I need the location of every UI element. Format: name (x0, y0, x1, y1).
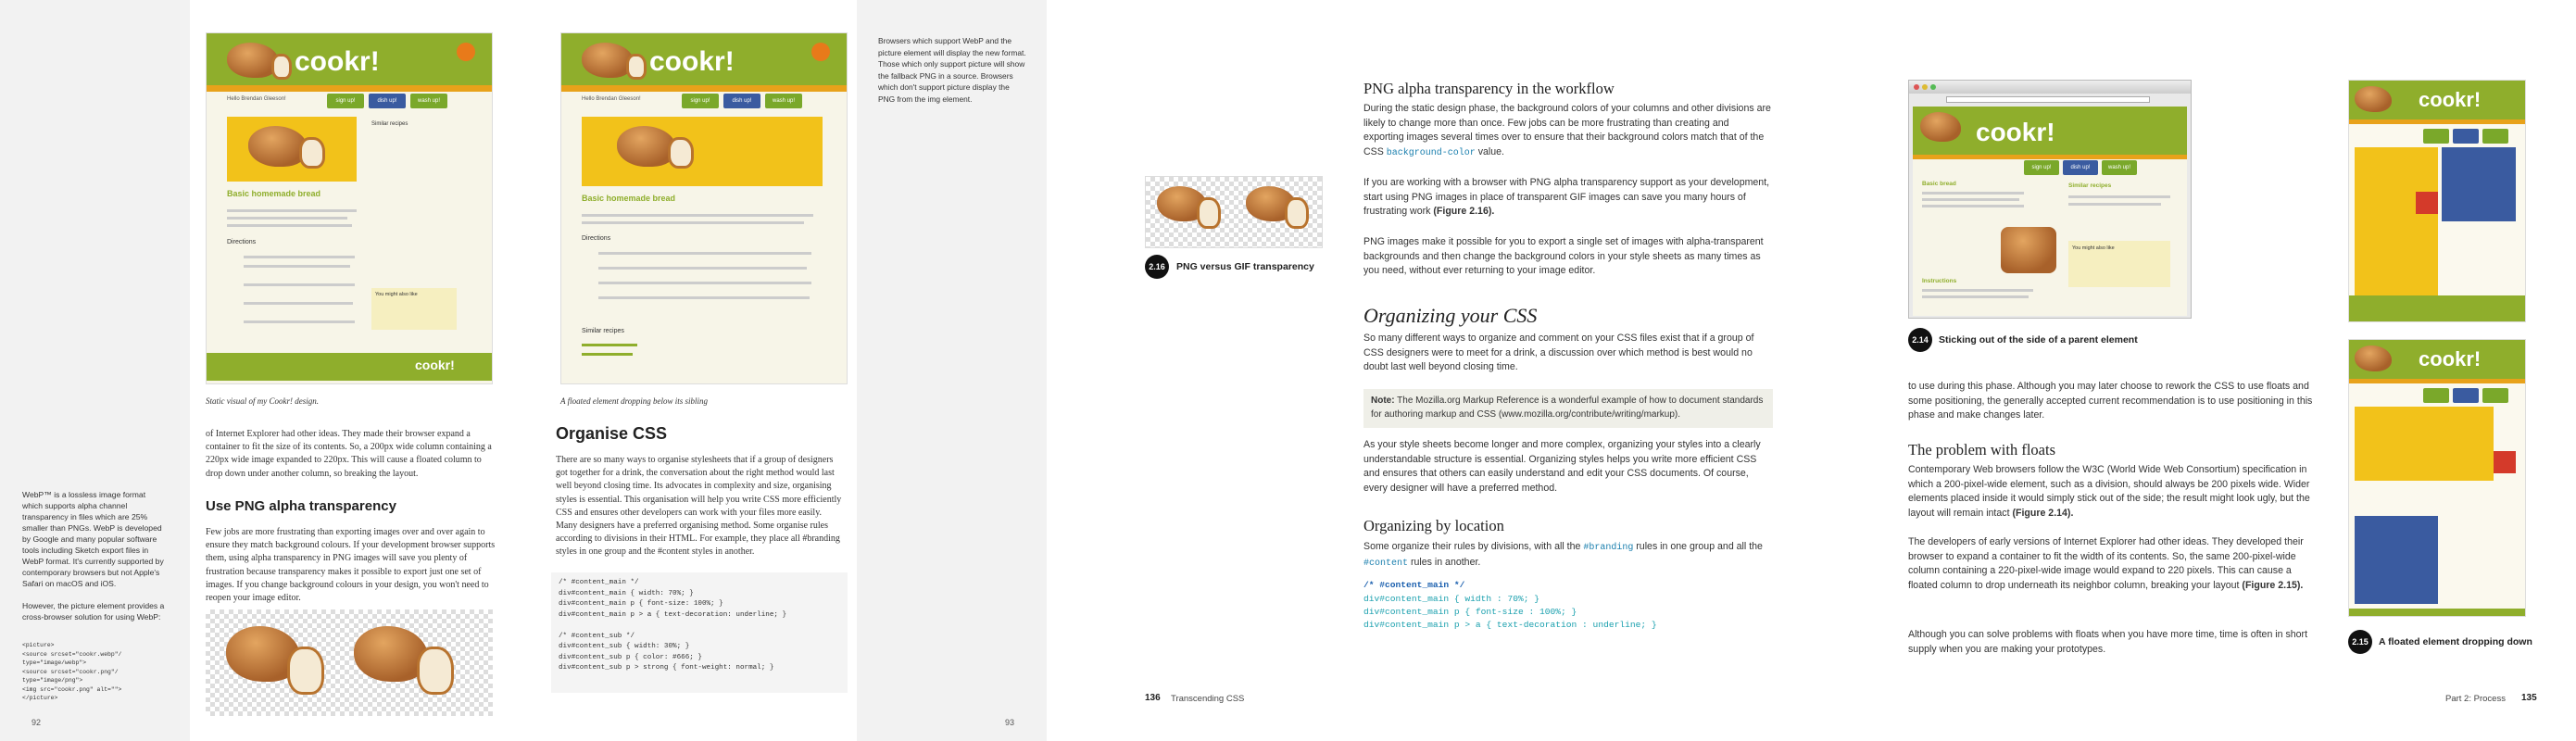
directions-heading: Directions (582, 235, 611, 242)
floats-text: Contemporary Web browsers follow the W3C (World Wide Web Consortium) specification in which a 200-pixel-wide element, such as a division, should always be 200 pixels wide. Wider elements placed inside it would simply stick out of the side; the result might look ugly, but the layout will remain intact (1908, 464, 2310, 519)
blue-sidebar (2442, 147, 2516, 221)
nav-dish-up[interactable]: dish up! (369, 94, 406, 108)
heading-organizing-css: Organizing your CSS (1363, 304, 1538, 327)
heading-png-workflow: PNG alpha transparency in the workflow (1363, 80, 1615, 97)
para-png: Few jobs are more frustrating than exporting images over and over again to ensure they match background colours. If your development browser supports them, using alpha transparency in PNG images will save you plenty of frustration because transparency makes it possible to export just one set of images. If you change background colours in your design, you won't need to reopen your image editor. (206, 527, 496, 604)
heading-use-png: Use PNG alpha transparency (206, 498, 396, 514)
similar-heading: Similar recipes (582, 328, 624, 334)
figure-caption-2-15: A floated element dropping down (2379, 636, 2532, 647)
footer-right-number: 135 (2521, 693, 2537, 703)
browser-window-figure (1908, 80, 2192, 319)
figure-caption-2-14: Sticking out of the side of a parent element (1939, 334, 2138, 345)
code-branding: #branding (1583, 543, 1634, 553)
sidenote-browsers-webp: Browsers which support WebP and the picture element will display the new format. Those which only support picture will show the fallback PNG in a source. Browsers which don't support picture display the PNG from the img element. (878, 36, 1026, 104)
sidenote-webp: WebP™ is a lossless image format which supports alpha channel transparency in files which are 25% smaller than PNGs. WebP is developed by Google and many popular software tools including Sketch export files in WebP format. It's currently supported by contemporary browsers but not Apple's Safari on macOS and iOS. (22, 490, 164, 588)
footer-left-number: 136 (1145, 693, 1161, 703)
caption-static-visual: Static visual of my Cookr! design. (206, 396, 319, 406)
nav-dish-up[interactable]: dish up! (723, 94, 760, 108)
caption-float-drop: A floated element dropping below its sibling (560, 396, 708, 406)
browser-zoom-icon[interactable] (1930, 84, 1936, 90)
similar-heading: Similar recipes (371, 121, 408, 127)
cookr-logo: cookr! (1976, 118, 2055, 146)
code-right: div#content_main { width : 70%; } div#content_main p { font-size : 100%; } div#content_main p > a { text-decoration : underline; } (1363, 594, 1657, 630)
location-c: rules in another. (1410, 556, 1481, 568)
para-workflow-1 (1363, 102, 1771, 160)
directions-heading: Directions (227, 239, 257, 245)
para-style-sheets: As your style sheets become longer and more complex, organizing your styles into a clearly understandable structure is essential. Organizing styles helps you write more efficient CSS and ensures that others can easily understand and edit your CSS documents. Of course, every designer will have a preferred method. (1363, 439, 1761, 494)
sidenote-code: <picture> <source srcset="cookr.webp"/ type="image/webp"> <source srcset="cookr.png"/ type="image/png"> <img src="cookr.png" alt=""> </picture> (22, 642, 122, 701)
cookr-logo: cookr! (2419, 347, 2482, 370)
cookr-logo: cookr! (649, 46, 735, 77)
workflow-1-end: value. (1477, 145, 1504, 157)
para-time: Although you can solve problems with floats when you have more time, time is often in short supply when you are making your prototypes. (1908, 629, 2308, 655)
side-mockup-top (2348, 80, 2526, 322)
page-number-left: 92 (31, 718, 42, 727)
code-content: #content (1363, 558, 1409, 569)
para-workflow-2 (1363, 176, 1771, 220)
greeting: Hello Brendan Gleeson! (582, 96, 641, 102)
cookr-mockup-float (560, 32, 848, 384)
para-workflow-3: PNG images make it possible for you to export a single set of images with alpha-transparent backgrounds and then change the background colors in your style sheets as many times as you need, without ever returning to your image editor. (1363, 236, 1764, 276)
nav-sign-up[interactable]: sign up! (2024, 160, 2059, 175)
note-box (1363, 389, 1773, 428)
developers-text: The developers of early versions of Internet Explorer had other ideas. They developed their browser to expand a container to fit the width of its contents. So, the same 200-pixel-wide column containing a 220-pixel-wide image would expand to 220 pixels. This can cause a floated column to drop underneath its neighbor column, breaking your layout (1908, 536, 2304, 591)
recipe-heading: Basic bread (1922, 181, 1956, 187)
figure-ref-2-15[interactable]: (Figure 2.15). (2242, 579, 2304, 591)
right-spread-margin (857, 0, 1047, 741)
workflow-1-text: During the static design phase, the background colors of your columns and other divisions are likely to change more than once. Few jobs can be more frustrating than creating and exporting images several times over to ensure that their background colors match that of the CSS (1363, 103, 1771, 157)
figure-caption-2-16: PNG versus GIF transparency (1176, 261, 1314, 272)
png-vs-gif-figure (1145, 176, 1323, 248)
location-b: rules in one group and all the (1636, 541, 1763, 552)
floated-red-box (2494, 451, 2516, 473)
might-like-heading: You might also like (2072, 245, 2115, 251)
recipe-title: Basic homemade bread (227, 189, 321, 198)
nav-wash-up[interactable]: wash up! (765, 94, 802, 108)
nav-sign-up[interactable]: sign up! (682, 94, 719, 108)
para-ie: of Internet Explorer had other ideas. They made their browser expand a container to fit the size of its contents. So, a 200px wide column containing a 220px wide image expanded to 220px. This will cause a floated column to drop down under another column, so breaking the layout. (206, 429, 492, 479)
figure-number-2-15: 2.15 (2348, 630, 2372, 654)
browser-close-icon[interactable] (1914, 84, 1919, 90)
cookr-logo: cookr! (295, 46, 380, 77)
recipe-title: Basic homemade bread (582, 194, 676, 203)
para-developers (1908, 535, 2316, 593)
para-phase: to use during this phase. Although you may later choose to rework the CSS to use floats and some positioning, the generally accepted current recommendation is to use positioning in this phase and make changes later. (1908, 381, 2313, 421)
side-mockup-bottom (2348, 339, 2526, 617)
figure-number-2-16: 2.16 (1145, 255, 1169, 279)
blue-sidebar-dropped (2355, 516, 2438, 604)
badge-icon (457, 43, 475, 61)
browser-address-bar[interactable] (1946, 96, 2150, 103)
floated-red-box (2416, 192, 2438, 214)
cookr-mockup-static (206, 32, 493, 384)
note-label: Note: (1371, 396, 1395, 406)
para-location (1363, 540, 1771, 571)
code-right-comment: /* #content_main */ (1363, 580, 1465, 590)
nav-wash-up[interactable]: wash up! (2102, 160, 2137, 175)
nav-sign-up[interactable]: sign up! (327, 94, 364, 108)
nav-dish-up[interactable]: dish up! (2063, 160, 2098, 175)
figure-ref-2-14[interactable]: (Figure 2.14). (2012, 507, 2074, 519)
figure-number-2-14: 2.14 (1908, 328, 1932, 352)
browser-minimize-icon[interactable] (1922, 84, 1928, 90)
footer-logo: cookr! (415, 358, 455, 372)
code-block-left (551, 572, 848, 693)
badge-icon (811, 43, 830, 61)
might-like-heading: You might also like (375, 292, 418, 297)
code-inline-bg: background-color (1386, 147, 1476, 158)
left-spread-margin (0, 0, 190, 741)
heading-organise-css: Organise CSS (556, 424, 668, 443)
note-text: The Mozilla.org Markup Reference is a wonderful example of how to document standards for authoring markup and CSS (www.mozilla.org/contribute/writing/markup). (1371, 396, 1764, 420)
heading-problem-floats: The problem with floats (1908, 441, 2056, 458)
page-number-right: 93 (1005, 718, 1015, 727)
footer-right-title: Part 2: Process (2445, 694, 2506, 704)
similar-heading: Similar recipes (2068, 182, 2112, 189)
workflow-2-text: If you are working with a browser with PNG alpha transparency support as your development, start using PNG images in place of transparent GIF images can save you many hours of frustrating work (1363, 177, 1770, 217)
sidenote-picture: However, the picture element provides a cross-browser solution for using WebP: (22, 601, 165, 622)
para-floats (1908, 463, 2316, 521)
greeting: Hello Brendan Gleeson! (227, 96, 286, 102)
cookr-logo: cookr! (2419, 88, 2482, 111)
browser-titlebar (1909, 81, 2191, 94)
nav-wash-up[interactable]: wash up! (410, 94, 447, 108)
para-organizing: So many different ways to organize and comment on your CSS files exist that if a group of CSS designers were to meet for a drink, a discussion over which method is best would no doubt last well beyond closing time. (1363, 333, 1754, 372)
figure-ref-2-16[interactable]: (Figure 2.16). (1433, 206, 1495, 217)
para-organise: There are so many ways to organise stylesheets that if a group of designers got together for a drink, the conversation about the right method would last well beyond closing time. Its advocates in complexity and size, organising styles is essential. This organisation will help you write CSS more efficiently CSS and ensures other developers can work with your files more easily. Many designers have a preferred organising method. Some organise rules according to divisions in their HTML. For example, they place all #branding styles in one group and the #content styles in another. (556, 455, 842, 558)
location-a: Some organize their rules by divisions, with all the (1363, 541, 1581, 552)
heading-organizing-location: Organizing by location (1363, 517, 1504, 534)
instructions-heading: Instructions (1922, 278, 1957, 284)
browser-content (1913, 107, 2187, 316)
png-transparency-figure (206, 609, 493, 716)
code-left-text: /* #content_main */ div#content_main { width: 70%; } div#content_main p { font-size: 100%; } div#content_main p > a { text-decoration: underline; } /* #content_sub */ div#content_sub { width: 30%; } div#content_sub p { color: #666; } div#content_sub p > strong { font-weight: normal; } (559, 579, 787, 672)
footer-left-title: Transcending CSS (1171, 694, 1245, 704)
